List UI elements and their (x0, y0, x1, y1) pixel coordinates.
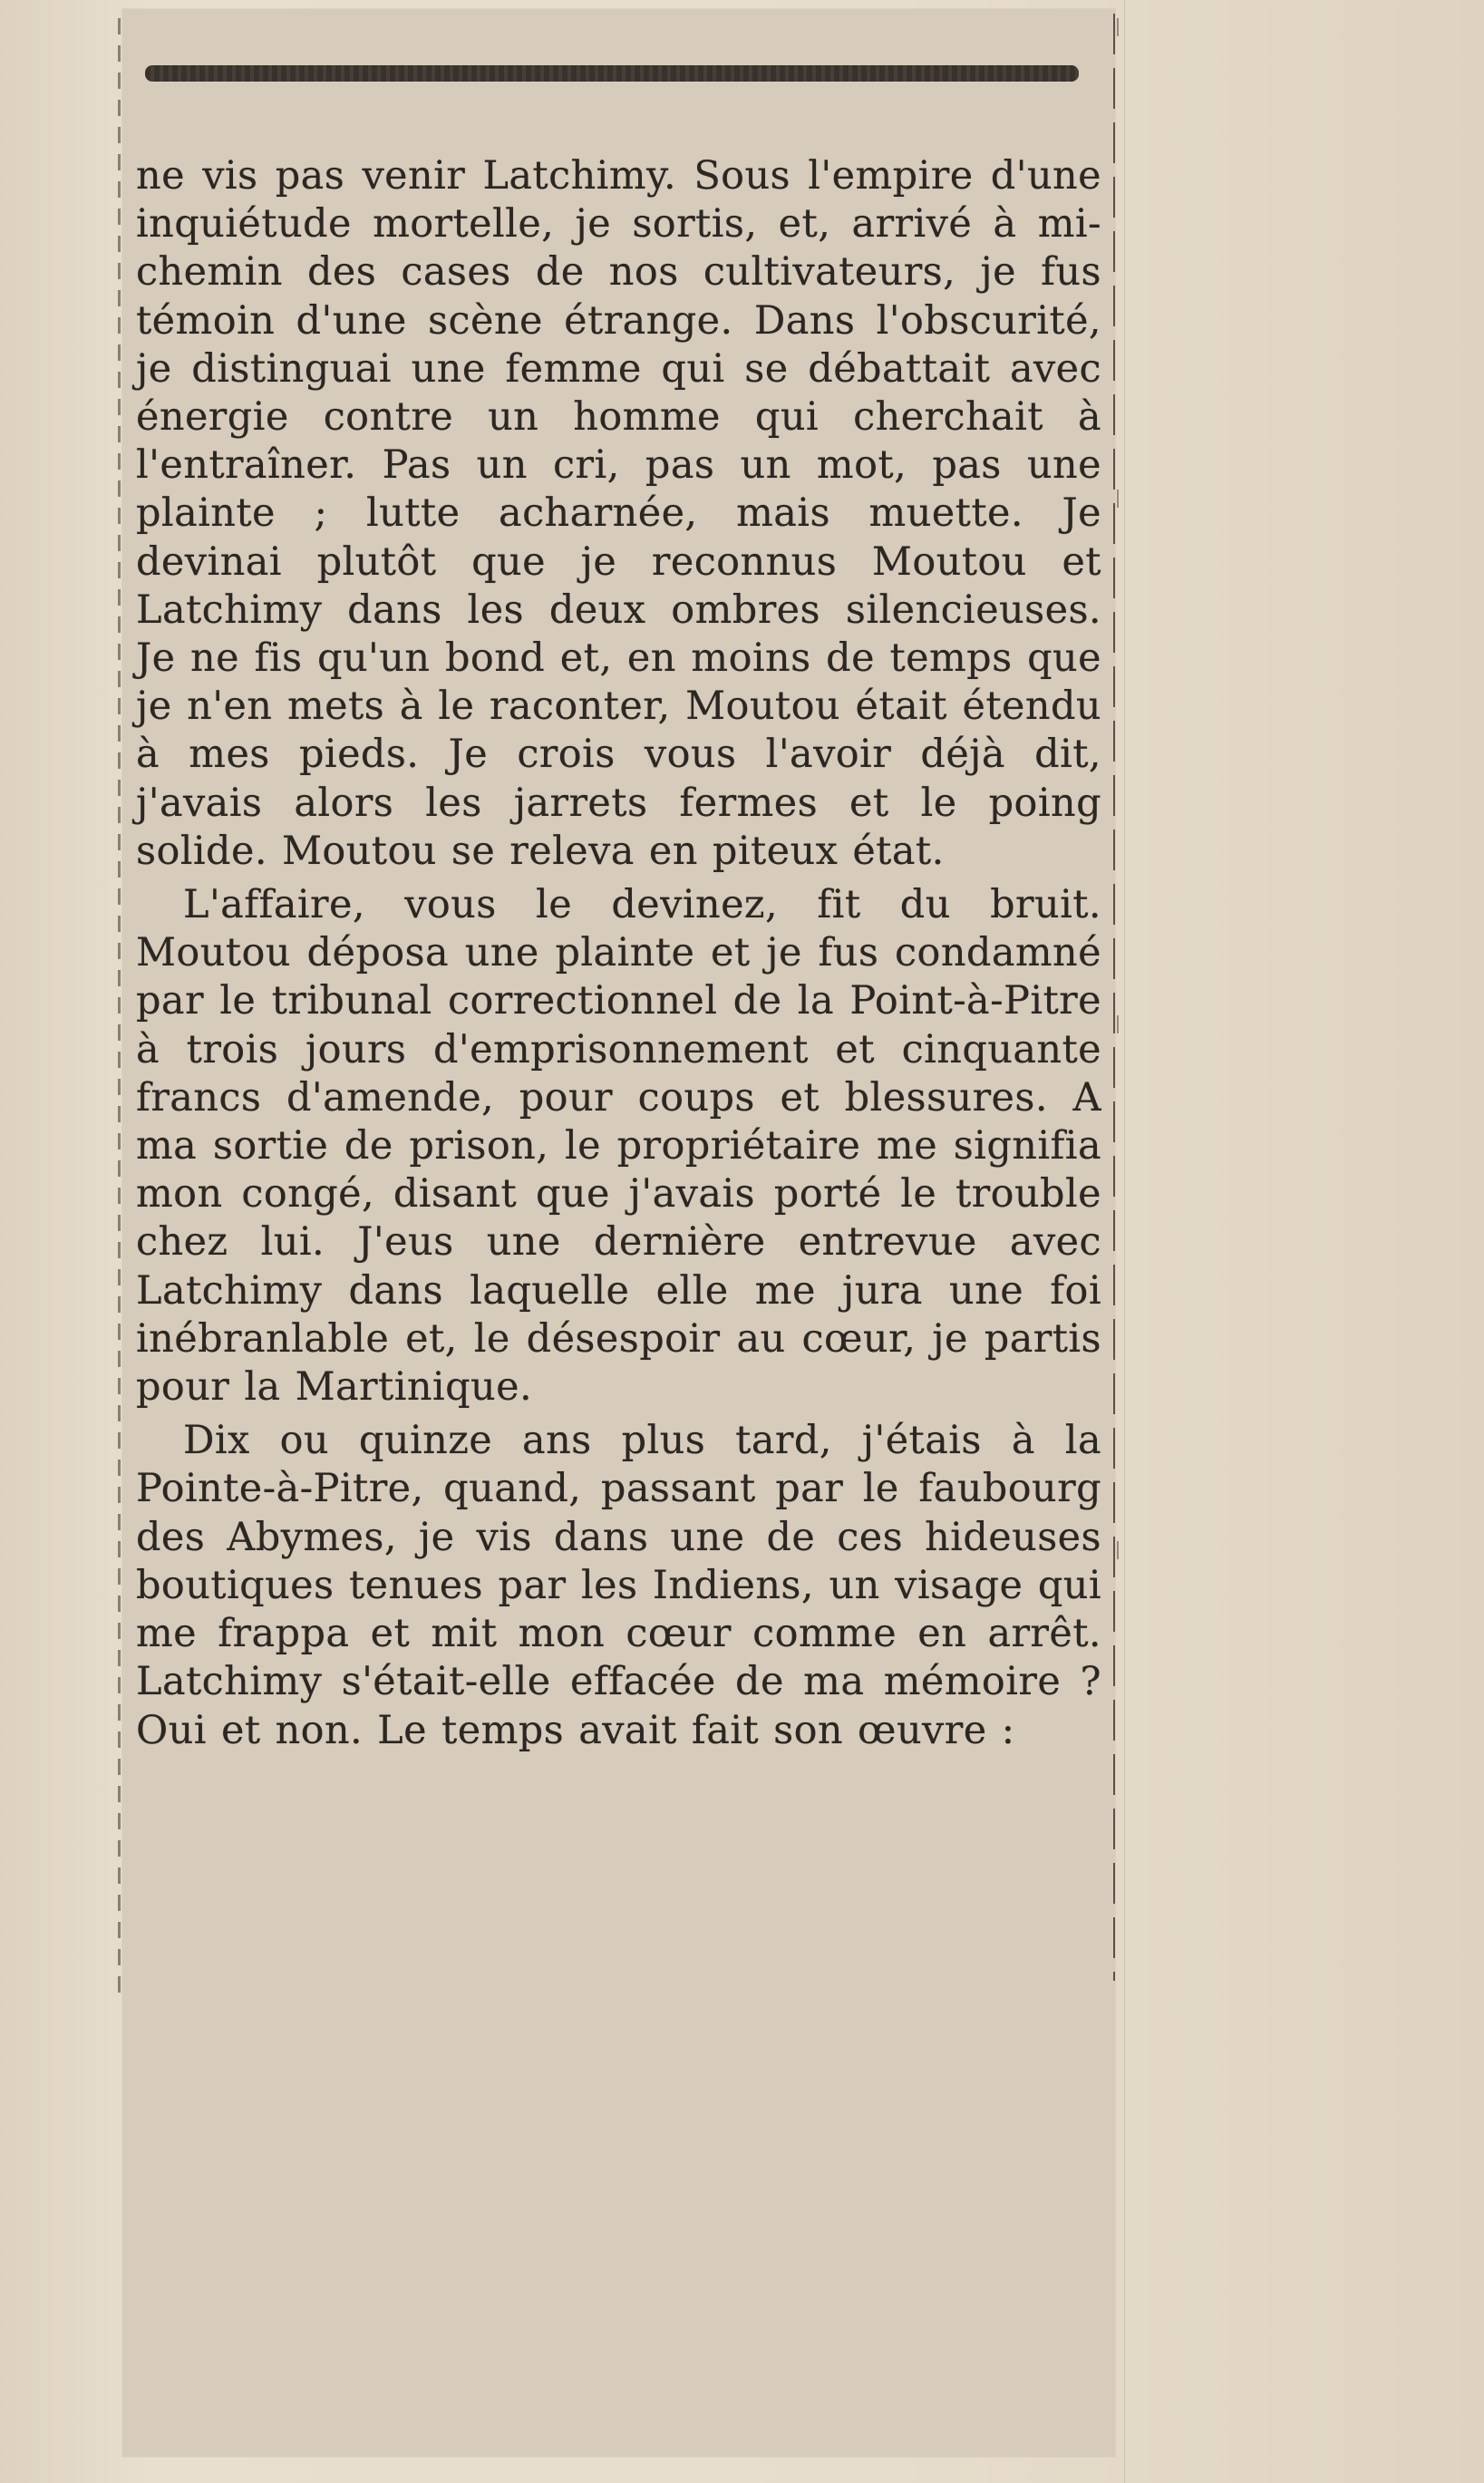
edge-tick (1117, 1015, 1119, 1033)
column-rule (1113, 14, 1115, 1981)
edge-tick (1117, 18, 1119, 36)
paragraph-2: L'affaire, vous le devinez, fit du bruit. Moutou déposa une plainte et je fus condamné par le tribunal correctionnel de la Point-à-Pitre à trois jours d'emprisonnement et cinquante francs d'amende, pour coups et blessures. A ma sortie de prison, le propriétaire me signifia mon congé, disant que j'avais porté le trouble chez lui. J'eus une dernière entrevue avec Latchimy dans laquelle elle me jura une foi inébranlable et, le désespoir au cœur, je partis pour la Martinique. (136, 882, 1101, 1411)
header-decorative-rule (145, 65, 1079, 82)
paragraph-3: Dix ou quinze ans plus tard, j'étais à la Pointe-à-Pitre, quand, passant par le faubourg des Abymes, je vis dans une de ces hideuses boutiques tenues par les Indiens, un visage qui me frappa et mit mon cœur comme en arrêt. Latchimy s'était-elle effacée de ma mémoire ? Oui et non. Le temps avait fait son œuvre : (136, 1418, 1101, 1753)
paragraph-1: ne vis pas venir Latchimy. Sous l'empire d'une inquiétude mortelle, je sortis, et, arrivé à mi-chemin des cases de nos cultivateurs, je fus témoin d'une scène étrange. Dans l'obscurité, je distinguai une femme qui se débattait avec énergie contre un homme qui cherchait à l'entraîner. Pas un cri, pas un mot, pas une plainte ; lutte acharnée, mais muette. Je devinai plutôt que je reconnus Moutou et Latchimy dans les deux ombres silencieuses. Je ne fis qu'un bond et, en moins de temps que je n'en mets à le raconter, Moutou était étendu à mes pieds. Je crois vous l'avoir déjà dit, j'avais alors les jarrets fermes et le poing solide. Moutou se releva en piteux état. (136, 153, 1101, 874)
edge-tick (1117, 490, 1119, 508)
edge-tick (1117, 1541, 1119, 1559)
article-text (136, 152, 1101, 1755)
scan-fold-line (1124, 0, 1125, 2483)
clipping-left-cut-edge (118, 18, 121, 1994)
